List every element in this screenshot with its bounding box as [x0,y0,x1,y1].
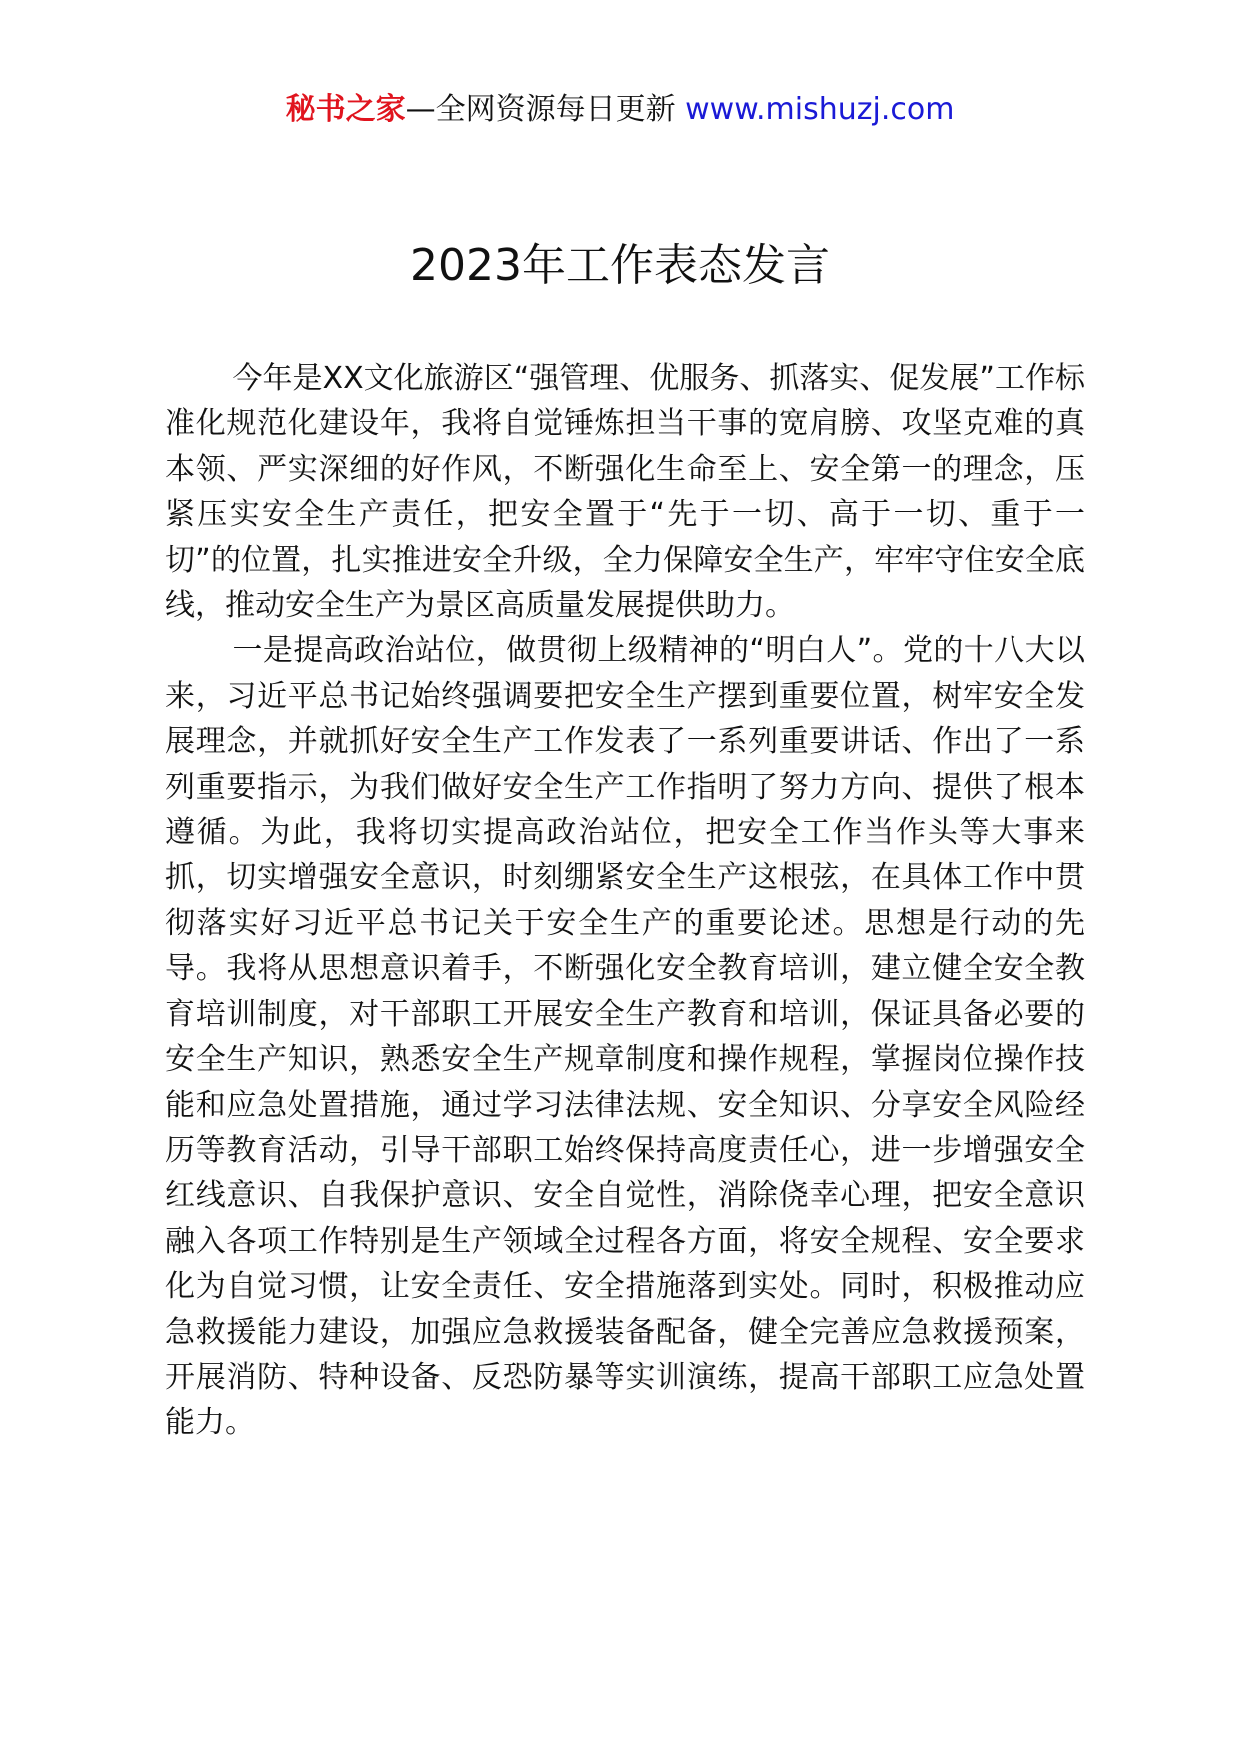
paragraph-intro: 今年是XX文化旅游区“强管理、优服务、抓落实、促发展”工作标准化规范化建设年，我将自觉锤炼担当干事的宽肩膀、攻坚克难的真本领、严实深细的好作风，不断强化生命至上、安全第一的理念，压紧压实安全生产责任，把安全置于“先于一切、高于一切、重于一切”的位置，扎实推进安全升级，全力保障安全生产，牢牢守住安全底线，推动安全生产为景区高质量发展提供助力。 [165,361,1085,624]
site-header [0,92,1240,128]
document-title: 2023年工作表态发言 [410,240,830,291]
site-brand: 秘书之家 [285,92,406,127]
site-tagline: —全网资源每日更新 [405,92,686,127]
paragraph-political-standing: 一是提高政治站位，做贯彻上级精神的“明白人”。党的十八大以来，习近平总书记始终强调要把安全生产摆到重要位置，树牢安全发展理念，并就抓好安全生产工作发表了一系列重要讲话、作出了一系列重要指示，为我们做好安全生产工作指明了努力方向、提供了根本遵循。为此，我将切实提高政治站位，把安全工作当作头等大事来抓，切实增强安全意识，时刻绷紧安全生产这根弦，在具体工作中贯彻落实好习近平总书记关于安全生产的重要论述。思想是行动的先导。我将从思想意识着手，不断强化安全教育培训，建立健全安全教育培训制度，对干部职工开展安全生产教育和培训，保证具备必要的安全生产知识，熟悉安全生产规章制度和操作规程，掌握岗位操作技能和应急处置措施，通过学习法律法规、安全知识、分享安全风险经历等教育活动，引导干部职工始终保持高度责任心，进一步增强安全红线意识、自我保护意识、安全自觉性，消除侥幸心理，把安全意识融入各项工作特别是生产领域全过程各方面，将安全规程、安全要求化为自觉习惯，让安全责任、安全措施落到实处。同时，积极推动应急救援能力建设，加强应急救援装备配备，健全完善应急救援预案，开展消防、特种设备、反恐防暴等实训演练，提高干部职工应急处置能力。 [165,633,1085,1441]
document-body [165,356,1085,1446]
site-url-link[interactable]: www.mishuzj.com [685,92,955,127]
